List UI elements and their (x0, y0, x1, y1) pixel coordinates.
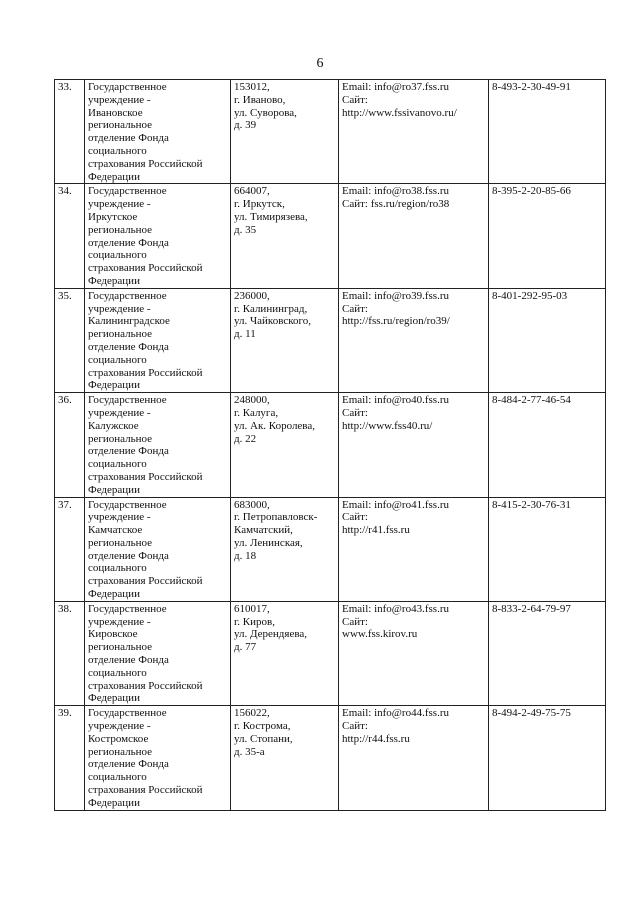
organization-line: региональное (88, 432, 153, 445)
address-line: ул. Ленинская, (234, 536, 303, 549)
phone-cell: 8-484-2-77-46-54 (489, 393, 606, 497)
row-number-cell: 38. (55, 601, 85, 705)
organization-line: страхования Российской (88, 575, 203, 588)
table-body (55, 80, 606, 811)
row-number-cell: 37. (55, 497, 85, 601)
contact-line: http://fss.ru/region/ro39/ (342, 315, 450, 328)
contact-line: Email: info@ro40.fss.ru (342, 394, 449, 407)
organization-line: Калужское (88, 419, 139, 432)
address-line: г. Киров, (234, 615, 275, 628)
address-line: ул. Дерендяева, (234, 628, 308, 641)
address-line: 248000, (234, 394, 270, 407)
organization-line: отделение Фонда (88, 549, 169, 562)
address-line: 153012, (234, 81, 270, 93)
organization-line: региональное (88, 328, 153, 341)
phone-cell: 8-401-292-95-03 (489, 288, 606, 392)
organization-line: страхования Российской (88, 366, 203, 379)
organization-line: социального (88, 353, 147, 366)
row-number-cell: 34. (55, 184, 85, 288)
contact-web-cell (339, 497, 489, 601)
organization-line: социального (88, 144, 147, 157)
contact-line: http://www.fssivanovo.ru/ (342, 106, 457, 119)
organization-line: Камчатское (88, 524, 143, 537)
address-line: д. 11 (234, 328, 256, 341)
organization-line: отделение Фонда (88, 445, 169, 458)
organization-line: Федерации (88, 274, 140, 287)
address-cell (231, 393, 339, 497)
contact-line: Сайт: (342, 406, 368, 419)
organization-line: Федерации (88, 692, 140, 705)
contact-line: Email: info@ro37.fss.ru (342, 81, 449, 93)
organization-line: учреждение - (88, 93, 151, 106)
table-row (55, 601, 606, 705)
contact-web-cell (339, 288, 489, 392)
organization-line: социального (88, 666, 147, 679)
organization-line: учреждение - (88, 198, 151, 211)
organization-line: Иркутское (88, 210, 138, 223)
contact-line: http://www.fss40.ru/ (342, 419, 433, 432)
address-cell (231, 706, 339, 810)
organization-line: отделение Фонда (88, 132, 169, 145)
contact-line: Сайт: (342, 511, 368, 524)
organization-line: Государственное (88, 394, 167, 407)
phone-cell: 8-415-2-30-76-31 (489, 497, 606, 601)
organization-cell (85, 706, 231, 810)
organization-line: Государственное (88, 81, 167, 93)
organization-line: Федерации (88, 588, 140, 601)
organization-line: учреждение - (88, 615, 151, 628)
row-number-cell: 33. (55, 80, 85, 184)
address-line: Камчатский, (234, 524, 293, 537)
organization-line: региональное (88, 223, 153, 236)
organization-line: страхования Российской (88, 262, 203, 275)
address-line: г. Иркутск, (234, 198, 285, 211)
address-cell (231, 601, 339, 705)
table-row (55, 706, 606, 810)
address-line: ул. Ак. Королева, (234, 419, 315, 432)
organization-line: страхования Российской (88, 157, 203, 170)
fss-offices-table (54, 79, 606, 811)
address-line: ул. Стопани, (234, 732, 293, 745)
address-line: д. 35 (234, 223, 257, 236)
organization-cell (85, 80, 231, 184)
organization-line: Федерации (88, 796, 140, 809)
organization-line: Калининградское (88, 315, 170, 328)
table-row (55, 393, 606, 497)
address-cell (231, 80, 339, 184)
row-number-cell: 36. (55, 393, 85, 497)
organization-line: учреждение - (88, 720, 151, 733)
organization-line: страхования Российской (88, 679, 203, 692)
organization-line: страхования Российской (88, 470, 203, 483)
address-line: 236000, (234, 289, 270, 302)
address-line: 683000, (234, 498, 270, 511)
address-line: г. Иваново, (234, 93, 286, 106)
address-line: ул. Чайковского, (234, 315, 311, 328)
organization-cell (85, 497, 231, 601)
contact-web-cell (339, 184, 489, 288)
contact-line: Email: info@ro44.fss.ru (342, 707, 449, 720)
contact-line: Сайт: (342, 302, 368, 315)
contact-line: Email: info@ro43.fss.ru (342, 602, 449, 615)
organization-line: учреждение - (88, 302, 151, 315)
address-cell (231, 497, 339, 601)
address-line: д. 35-а (234, 745, 265, 758)
address-cell (231, 288, 339, 392)
organization-cell (85, 393, 231, 497)
contact-line: Email: info@ro39.fss.ru (342, 289, 449, 302)
contact-line: http://r41.fss.ru (342, 524, 410, 537)
address-line: г. Калининград, (234, 302, 308, 315)
table-row (55, 497, 606, 601)
address-line: г. Петропавловск- (234, 511, 318, 524)
row-number-cell: 39. (55, 706, 85, 810)
address-line: 156022, (234, 707, 270, 720)
contact-web-cell (339, 393, 489, 497)
contact-line: Сайт: (342, 720, 368, 733)
contact-line: www.fss.kirov.ru (342, 628, 418, 641)
contact-line: http://r44.fss.ru (342, 732, 410, 745)
organization-line: отделение Фонда (88, 340, 169, 353)
organization-line: региональное (88, 745, 153, 758)
organization-line: Федерации (88, 483, 140, 496)
organization-line: Костромское (88, 732, 149, 745)
contact-web-cell (339, 601, 489, 705)
contact-line: Email: info@ro38.fss.ru (342, 185, 449, 198)
contact-line: Сайт: fss.ru/region/ro38 (342, 198, 450, 211)
organization-line: региональное (88, 119, 153, 132)
contact-line: Сайт: (342, 615, 368, 628)
address-cell (231, 184, 339, 288)
table-row (55, 184, 606, 288)
phone-cell: 8-494-2-49-75-75 (489, 706, 606, 810)
address-line: г. Кострома, (234, 720, 291, 733)
organization-line: страхования Российской (88, 784, 203, 797)
organization-cell (85, 184, 231, 288)
organization-line: отделение Фонда (88, 654, 169, 667)
organization-line: Федерации (88, 379, 140, 392)
address-line: ул. Суворова, (234, 106, 297, 119)
organization-line: региональное (88, 641, 153, 654)
address-line: г. Калуга, (234, 406, 279, 419)
organization-line: Федерации (88, 170, 140, 183)
organization-cell (85, 288, 231, 392)
organization-line: учреждение - (88, 406, 151, 419)
organization-line: социального (88, 458, 147, 471)
address-line: 610017, (234, 602, 270, 615)
organization-line: социального (88, 771, 147, 784)
organization-line: Государственное (88, 498, 167, 511)
organization-line: Государственное (88, 707, 167, 720)
contact-web-cell (339, 80, 489, 184)
address-line: д. 39 (234, 119, 257, 132)
organization-line: Кировское (88, 628, 138, 641)
organization-line: Государственное (88, 185, 167, 198)
address-line: д. 22 (234, 432, 257, 445)
table-row (55, 288, 606, 392)
organization-line: учреждение - (88, 511, 151, 524)
contact-line: Email: info@ro41.fss.ru (342, 498, 449, 511)
organization-line: региональное (88, 536, 153, 549)
contact-line: Сайт: (342, 93, 368, 106)
organization-line: социального (88, 562, 147, 575)
organization-line: Государственное (88, 289, 167, 302)
address-line: ул. Тимирязева, (234, 210, 308, 223)
phone-cell: 8-833-2-64-79-97 (489, 601, 606, 705)
organization-line: Государственное (88, 602, 167, 615)
page-number: 6 (316, 56, 324, 71)
organization-line: отделение Фонда (88, 236, 169, 249)
organization-line: социального (88, 249, 147, 262)
phone-cell: 8-493-2-30-49-91 (489, 80, 606, 184)
row-number-cell: 35. (55, 288, 85, 392)
organization-line: отделение Фонда (88, 758, 169, 771)
organization-cell (85, 601, 231, 705)
organization-line: Ивановское (88, 106, 143, 119)
address-line: д. 77 (234, 641, 257, 654)
contact-web-cell (339, 706, 489, 810)
phone-cell: 8-395-2-20-85-66 (489, 184, 606, 288)
address-line: 664007, (234, 185, 270, 198)
table-row (55, 80, 606, 184)
address-line: д. 18 (234, 549, 257, 562)
